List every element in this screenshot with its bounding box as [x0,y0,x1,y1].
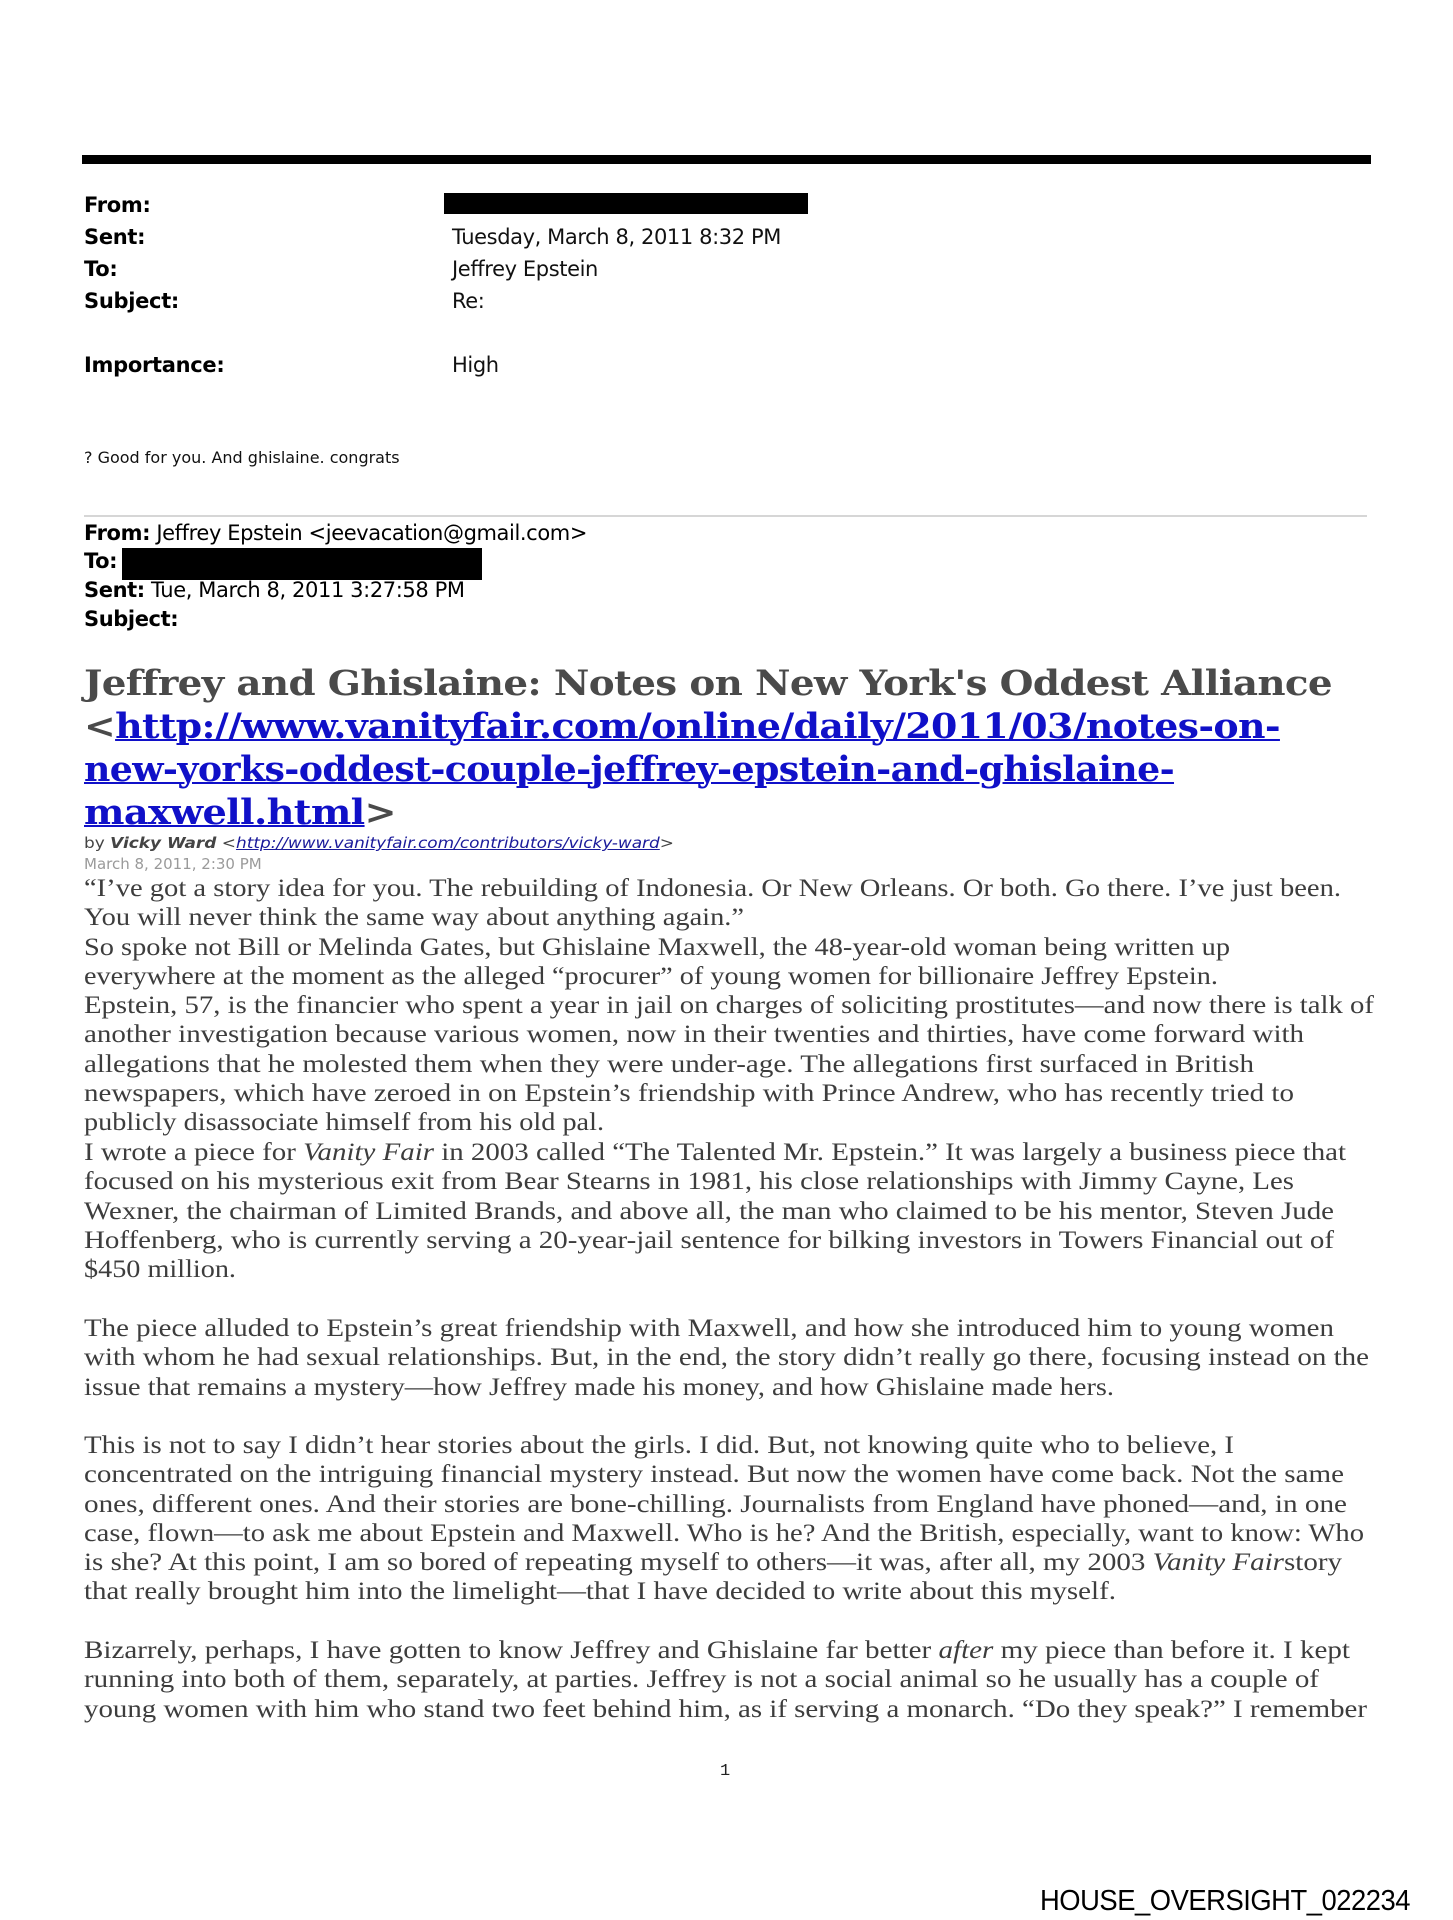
article-link-part-2[interactable]: new-yorks-oddest-couple-jeffrey-epstein-and-ghislaine- [84,749,1175,790]
text-line: The piece alluded to Epstein’s great friendship with Maxwell, and how she introduced him to young women [84,1315,1334,1342]
article-date: March 8, 2011, 2:30 PM [84,855,262,873]
text-line: Wexner, the chairman of Limited Brands, and above all, the man who claimed to be his mentor, Steven Jude [84,1197,1335,1225]
text-line: case, flown—to ask me about Epstein and Maxwell. Who is he? And the British, especially, want to know: Who [84,1519,1365,1547]
text-line: concentrated on the intriguing financial mystery instead. But now the women have come back. Not the same [84,1461,1344,1489]
text-line: ones, different ones. And their stories are bone-chilling. Journalists from England have phoned—and, in one [84,1490,1347,1518]
text-line [84,1636,1350,1665]
text-run: Bizarrely, perhaps, I have gotten to know Jeffrey and Ghislaine far better [84,1637,939,1664]
text-line: issue that remains a mystery—how Jeffrey made his money, and how Ghislaine made hers. [84,1373,1115,1401]
url-close-bracket: > [364,792,396,833]
sent-value: Tuesday, March 8, 2011 8:32 PM [452,225,781,249]
text-line [84,1138,1346,1167]
headline-url-line-2 [84,748,1174,791]
fwd-from-value: Jeffrey Epstein <jeevacation@gmail.com> [150,521,588,545]
paragraph-1 [84,874,1384,1138]
paragraph-4 [84,1431,1384,1607]
text-line [84,1548,1342,1577]
to-label: To: [84,257,118,281]
text-line: that really brought him into the limelight—that I have decided to write about this myself. [84,1578,1116,1606]
author-url-close: > [659,834,674,852]
subject-value: Re: [452,289,485,313]
paragraph-5 [84,1636,1384,1724]
author-name: Vicky Ward [110,834,217,852]
paragraph-3 [84,1314,1384,1402]
text-line: Hoffenberg, who is currently serving a 20-year-jail sentence for bilking investors in Towers Financial out of [84,1226,1334,1254]
fwd-subject-row [84,607,178,631]
text-line: young women with him who stand two feet behind him, as if serving a monarch. “Do they speak?” I remember [84,1695,1367,1723]
fwd-from-row [84,521,587,545]
headline-title: Jeffrey and Ghislaine: Notes on New York's Oddest Alliance [84,663,1332,704]
text-line: $450 million. [84,1256,236,1284]
header-rule [82,155,1371,164]
article-link-part-1[interactable]: http://www.vanityfair.com/online/daily/2011/03/notes-on- [115,706,1280,747]
fwd-to-row [84,549,117,573]
reply-message: ? Good for you. And ghislaine. congrats [84,448,400,467]
text-run: story [1283,1549,1343,1577]
importance-label: Importance: [84,353,225,377]
fwd-sent-label: Sent: [84,578,145,602]
text-line: running into both of them, separately, at parties. Jeffrey is not a social animal so he usually has a couple of [84,1666,1319,1694]
text-run: my piece than before it. I kept [993,1637,1350,1664]
text-line: newspapers, which have zeroed in on Epstein’s friendship with Prince Andrew, who has recently tried to [84,1080,1294,1108]
to-value: Jeffrey Epstein [452,257,598,281]
text-line: another investigation because various women, now in their twenties and thirties, have come forward with [84,1021,1305,1049]
publication-name: Vanity Fair [303,1139,434,1166]
text-line: Epstein, 57, is the financier who spent a year in jail on charges of soliciting prostitutes—and now there is talk of [84,992,1374,1020]
message-divider [84,515,1367,517]
fwd-subject-label: Subject: [84,607,179,631]
page-number: 1 [720,1762,731,1781]
text-line: focused on his mysterious exit from Bear Stearns in 1981, his close relationships with Jimmy Cayne, Les [84,1168,1294,1196]
from-label: From: [84,193,151,217]
text-run: I wrote a piece for [84,1139,304,1166]
author-link[interactable]: http://www.vanityfair.com/contributors/vicky-ward [235,834,660,852]
text-line: You will never think the same way about anything again.” [84,904,745,932]
subject-label: Subject: [84,289,180,313]
redacted-to-value [122,548,482,580]
author-url-open: < [216,834,236,852]
redacted-from-value [444,193,808,214]
text-line: publicly disassociate himself from his old pal. [84,1109,605,1137]
fwd-sent-row [84,578,465,602]
text-line: with whom he had sexual relationships. But, in the end, the story didn’t really go there, focusing instead on the [84,1344,1370,1372]
importance-value: High [452,353,499,377]
fwd-from-label: From: [84,521,151,545]
publication-name: Vanity Fair [1152,1549,1284,1577]
text-line: So spoke not Bill or Melinda Gates, but Ghislaine Maxwell, the 48-year-old woman being written up [84,933,1231,961]
headline-url-line-1 [84,705,1280,748]
text-line: allegations that he molested them when they were under-age. The allegations first surfaced in British [84,1050,1255,1078]
headline-url-line-3 [84,791,396,834]
text-line: This is not to say I didn’t hear stories about the girls. I did. But, not knowing quite who to believe, I [84,1432,1235,1459]
article-headline [84,662,1384,834]
bates-number: HOUSE_OVERSIGHT_022234 [1040,1885,1411,1917]
emphasis: after [938,1637,994,1664]
url-open-bracket: < [84,706,116,747]
byline [84,834,674,852]
article-link-part-3[interactable]: maxwell.html [84,792,365,833]
paragraph-2 [84,1138,1384,1284]
sent-label: Sent: [84,225,146,249]
text-run: is she? At this point, I am so bored of repeating myself to others—it was, after all, my 2003 [84,1549,1153,1577]
text-line: “I’ve got a story idea for you. The rebuilding of Indonesia. Or New Orleans. Or both. Go there. I’ve just been. [84,875,1342,902]
text-line: everywhere at the moment as the alleged “procurer” of young women for billionaire Jeffrey Epstein. [84,962,1218,990]
fwd-sent-value: Tue, March 8, 2011 3:27:58 PM [144,578,465,602]
byline-prefix: by [84,834,111,852]
text-run: in 2003 called “The Talented Mr. Epstein.” It was largely a business piece that [433,1139,1347,1166]
fwd-to-label: To: [84,549,118,573]
